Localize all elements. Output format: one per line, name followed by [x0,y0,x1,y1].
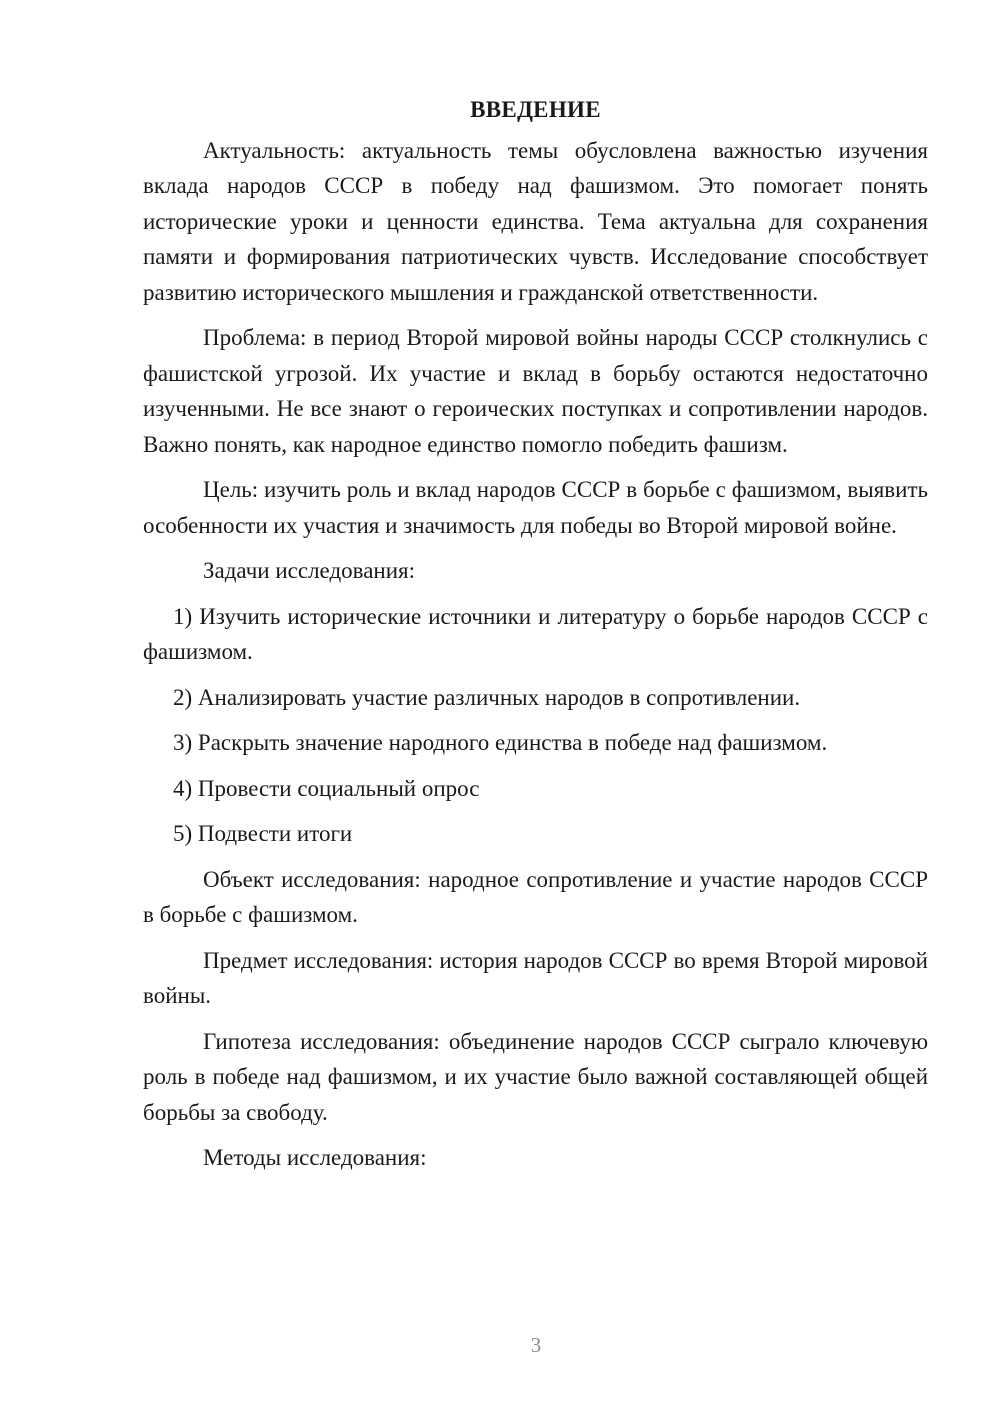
page-title: ВВЕДЕНИЕ [470,97,601,122]
page-number: 3 [530,1333,542,1357]
object-paragraph: Объект исследования: народное сопротивление и участие народов СССР в борьбе с фашизмом. [143,866,928,927]
task-item: 1) Изучить исторические источники и литературу о борьбе народов СССР с фашизмом. [143,603,928,664]
problem-paragraph: Проблема: в период Второй мировой войны народы СССР столкнулись с фашистской угрозой. Их участие и вклад в борьбу остаются недостаточно изученными. Не все знают о героических поступках и сопротивлении народов. Важно понять, как народное единство помогло победить фашизм. [143,325,928,457]
hypothesis-paragraph: Гипотеза исследования: объединение народов СССР сыграло ключевую роль в победе над фашизмом, и их участие было важной составляющей общей борьбы за свободу. [143,1028,928,1125]
task-item: 3) Раскрыть значение народного единства в победе над фашизмом. [173,730,828,755]
task-item: 4) Провести социальный опрос [173,775,480,801]
page-content [143,92,928,1186]
tasks-label: Задачи исследования: [203,558,416,583]
task-item: 5) Подвести итоги [173,821,353,846]
relevance-paragraph: Актуальность: актуальность темы обусловлена важностью изучения вклада народов СССР в победу над фашизмом. Это помогает понять исторические уроки и ценности единства. Тема актуальна для сохранения памяти и формирования патриотических чувств. Исследование способствует развитию исторического мышления и гражданской ответственности. [143,137,928,305]
methods-label: Методы исследования: [203,1145,427,1170]
goal-paragraph: Цель: изучить роль и вклад народов СССР в борьбе с фашизмом, выявить особенности их участия и значимость для победы во Второй мировой войне. [143,477,928,538]
tasks-list [143,599,928,852]
task-item: 2) Анализировать участие различных народов в сопротивлении. [173,684,801,710]
subject-paragraph: Предмет исследования: история народов СССР во время Второй мировой войны. [143,947,928,1008]
